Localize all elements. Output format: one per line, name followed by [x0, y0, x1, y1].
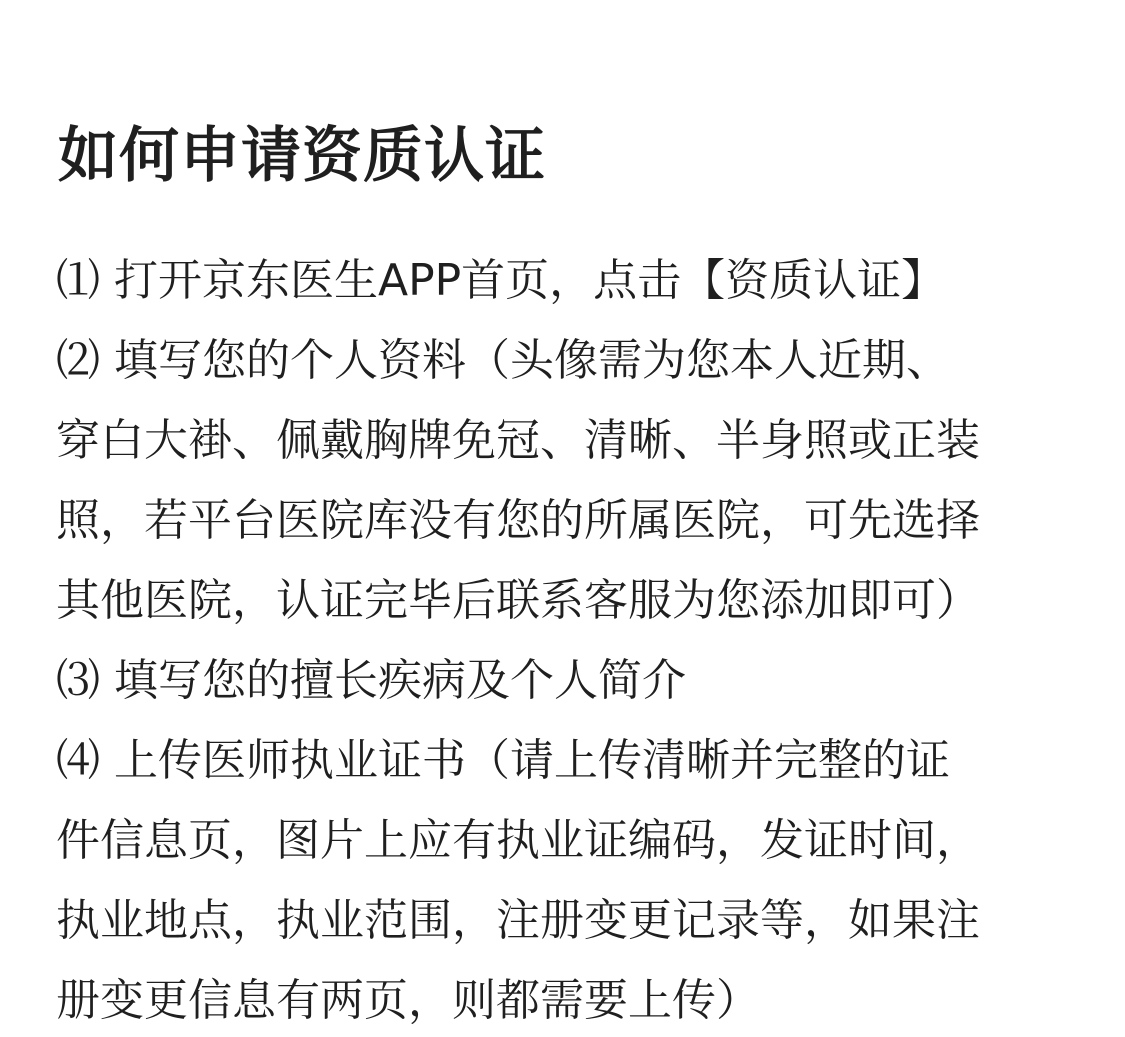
page-title: 如何申请资质认证: [58, 121, 546, 191]
step-2-line-3: 照，若平台医院库没有您的所属医院，可先选择: [56, 495, 980, 546]
step-1-line: ⑴ 打开京东医生APP首页，点击【资质认证】: [56, 255, 946, 306]
step-4-line-2: 件信息页，图片上应有执业证编码，发证时间，: [56, 815, 980, 866]
step-4-line-3: 执业地点，执业范围，注册变更记录等，如果注: [56, 895, 980, 946]
step-2-line-1: ⑵ 填写您的个人资料（头像需为您本人近期、: [56, 335, 950, 386]
step-2-line-4: 其他医院，认证完毕后联系客服为您添加即可）: [56, 575, 980, 626]
step-4-line-4: 册变更信息有两页，则都需要上传）: [56, 975, 760, 1026]
step-2-line-2: 穿白大褂、佩戴胸牌免冠、清晰、半身照或正装: [56, 415, 980, 466]
step-4-line-1: ⑷ 上传医师执业证书（请上传清晰并完整的证: [56, 735, 950, 786]
step-3-line: ⑶ 填写您的擅长疾病及个人简介: [56, 655, 686, 706]
